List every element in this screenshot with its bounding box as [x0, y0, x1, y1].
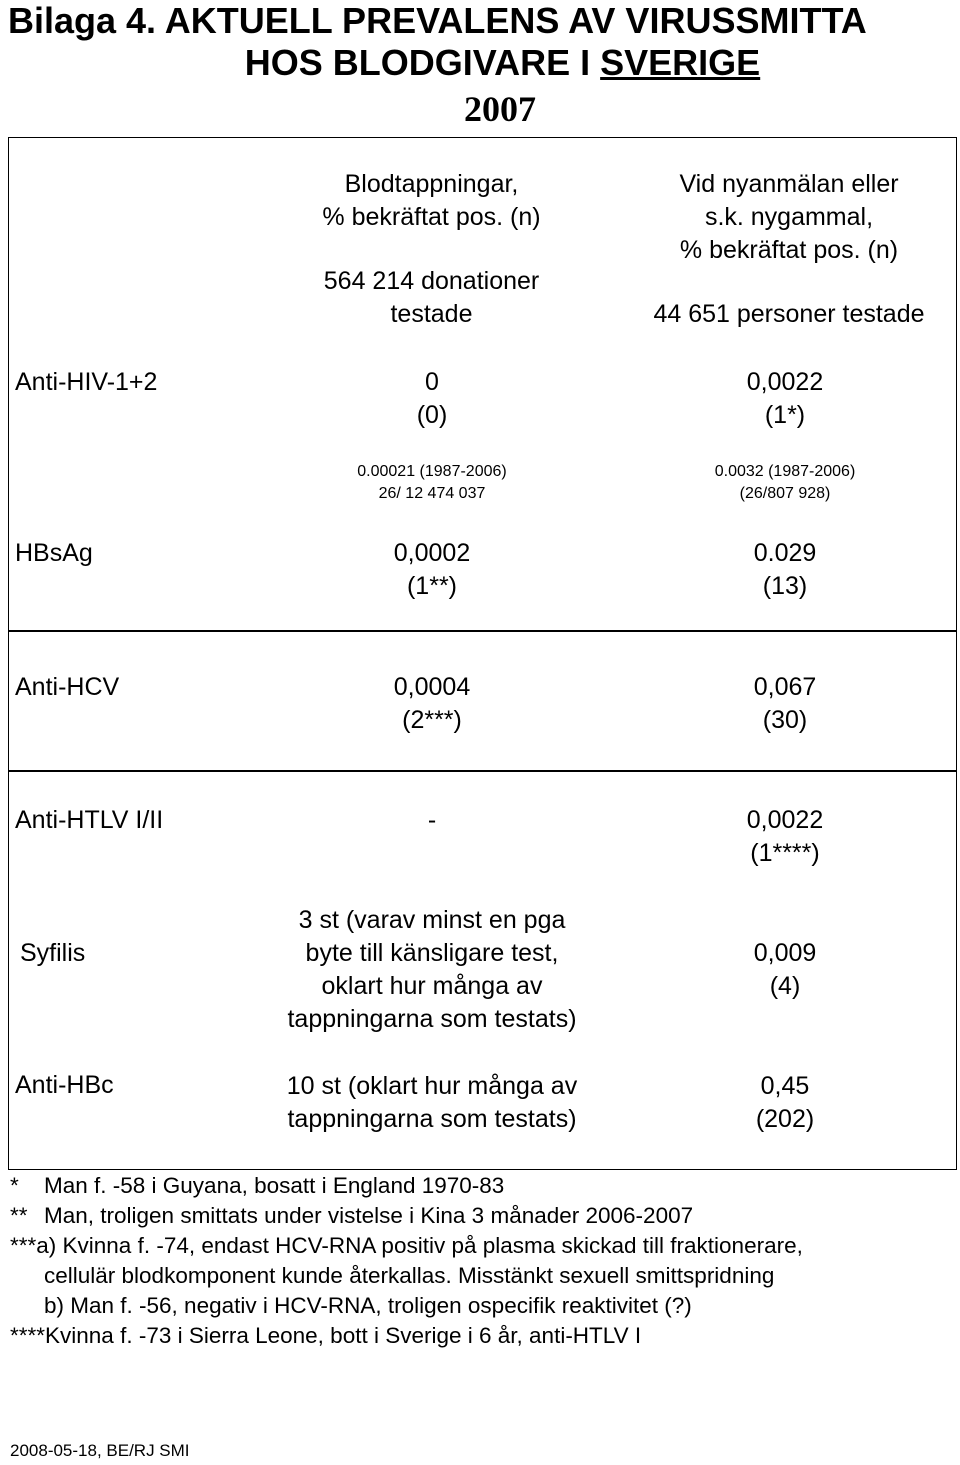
- col1-header-line: % bekräftat pos. (n): [322, 203, 541, 231]
- footnote-3b: b) Man f. -56, negativ i HCV-RNA, troligen ospecifik reaktivitet (?): [44, 1293, 692, 1318]
- cell-line: 10 st (oklart hur många av: [286, 1072, 578, 1100]
- cell-value: 0,0022: [746, 806, 824, 834]
- col2-header-line: 44 651 personer testade: [653, 300, 925, 328]
- cell-count: (4): [769, 972, 801, 1000]
- cell-value: 0,0022: [746, 368, 824, 396]
- row-label-hbc: Anti-HBc: [15, 1071, 114, 1099]
- col2-header-line: Vid nyanmälan eller: [679, 170, 899, 198]
- document-signature: 2008-05-18, BE/RJ SMI: [10, 1441, 190, 1460]
- hcv-col2: [685, 671, 885, 737]
- cell-count: (30): [762, 706, 808, 734]
- col2-header-line: % bekräftat pos. (n): [679, 236, 899, 264]
- syfilis-col2: [685, 937, 885, 1003]
- cell-value: 0,45: [760, 1072, 810, 1100]
- footnote-3a: ***a) Kvinna f. -74, endast HCV-RNA positiv på plasma skickad till fraktionerare,: [10, 1233, 803, 1258]
- row-label-htlv: Anti-HTLV I/II: [15, 806, 164, 834]
- row-label-syfilis: Syfilis: [20, 939, 86, 967]
- hbc-col1: [232, 1070, 632, 1136]
- row-divider: [8, 630, 957, 632]
- cell-line: tappningarna som testats): [287, 1105, 577, 1133]
- cell-value: 0,0002: [393, 539, 471, 567]
- hiv-col2: [685, 366, 885, 432]
- cell-line: 3 st (varav minst en pga: [298, 906, 566, 934]
- cell-value: 0: [425, 368, 439, 396]
- cell-count: (0): [416, 401, 448, 429]
- footnote-2: Man, troligen smittats under vistelse i Kina 3 månader 2006-2007: [44, 1203, 694, 1228]
- cell-count: (1****): [750, 839, 820, 867]
- cell-line: tappningarna som testats): [287, 1005, 577, 1033]
- cell-value: 0,067: [753, 673, 817, 701]
- footnote-1: Man f. -58 i Guyana, bosatt i England 1970-83: [44, 1173, 505, 1198]
- hcv-col1: [332, 671, 532, 737]
- cell-line: byte till känsligare test,: [305, 939, 559, 967]
- col2-header: [614, 168, 960, 331]
- syfilis-col1: [232, 904, 632, 1036]
- hiv-col2-note: [635, 461, 935, 505]
- cell-note: 0.00021 (1987-2006): [357, 463, 507, 480]
- hbc-col2: [685, 1070, 885, 1136]
- col1-header-line: 564 214 donationer: [323, 267, 540, 295]
- footnote-4: ****Kvinna f. -73 i Sierra Leone, bott i Sverige i 6 år, anti-HTLV I: [10, 1323, 642, 1348]
- cell-value: 0,0004: [393, 673, 471, 701]
- cell-line: oklart hur många av: [321, 972, 543, 1000]
- col1-header: [244, 168, 619, 331]
- footnote-3a-cont: cellulär blodkomponent kunde återkallas. Misstänkt sexuell smittspridning: [44, 1263, 775, 1288]
- hiv-col1-note: [282, 461, 582, 505]
- cell-note: 0.0032 (1987-2006): [714, 463, 856, 480]
- col1-header-line: Blodtappningar,: [344, 170, 519, 198]
- row-label-hcv: Anti-HCV: [15, 673, 120, 701]
- subtitle-prefix: HOS BLODGIVARE I: [244, 42, 601, 83]
- htlv-col2: [685, 804, 885, 870]
- cell-note: 26/ 12 474 037: [378, 485, 486, 502]
- page-year: 2007: [464, 89, 536, 129]
- hbsag-col1: [332, 537, 532, 603]
- htlv-col1: [332, 804, 532, 837]
- row-label-hiv: Anti-HIV-1+2: [15, 368, 158, 396]
- page-subtitle: [0, 42, 960, 84]
- cell-value: 0,009: [753, 939, 817, 967]
- col2-header-line: s.k. nygammal,: [704, 203, 874, 231]
- cell-value: -: [427, 806, 437, 834]
- footnote-mark: **: [10, 1203, 28, 1228]
- cell-note: (26/807 928): [739, 485, 831, 502]
- row-divider: [8, 770, 957, 772]
- cell-count: (1*): [764, 401, 806, 429]
- col1-header-line: testade: [390, 300, 473, 328]
- row-label-hbsag: HBsAg: [15, 539, 93, 567]
- cell-count: (202): [755, 1105, 815, 1133]
- cell-count: (1**): [406, 572, 457, 600]
- footnote-mark: *: [10, 1173, 19, 1198]
- hbsag-col2: [685, 537, 885, 603]
- subtitle-underlined: SVERIGE: [600, 42, 761, 83]
- cell-value: 0.029: [753, 539, 817, 567]
- cell-count: (2***): [402, 706, 462, 734]
- page-title: Bilaga 4. AKTUELL PREVALENS AV VIRUSSMITTA: [8, 0, 867, 41]
- cell-count: (13): [762, 572, 808, 600]
- hiv-col1: [332, 366, 532, 432]
